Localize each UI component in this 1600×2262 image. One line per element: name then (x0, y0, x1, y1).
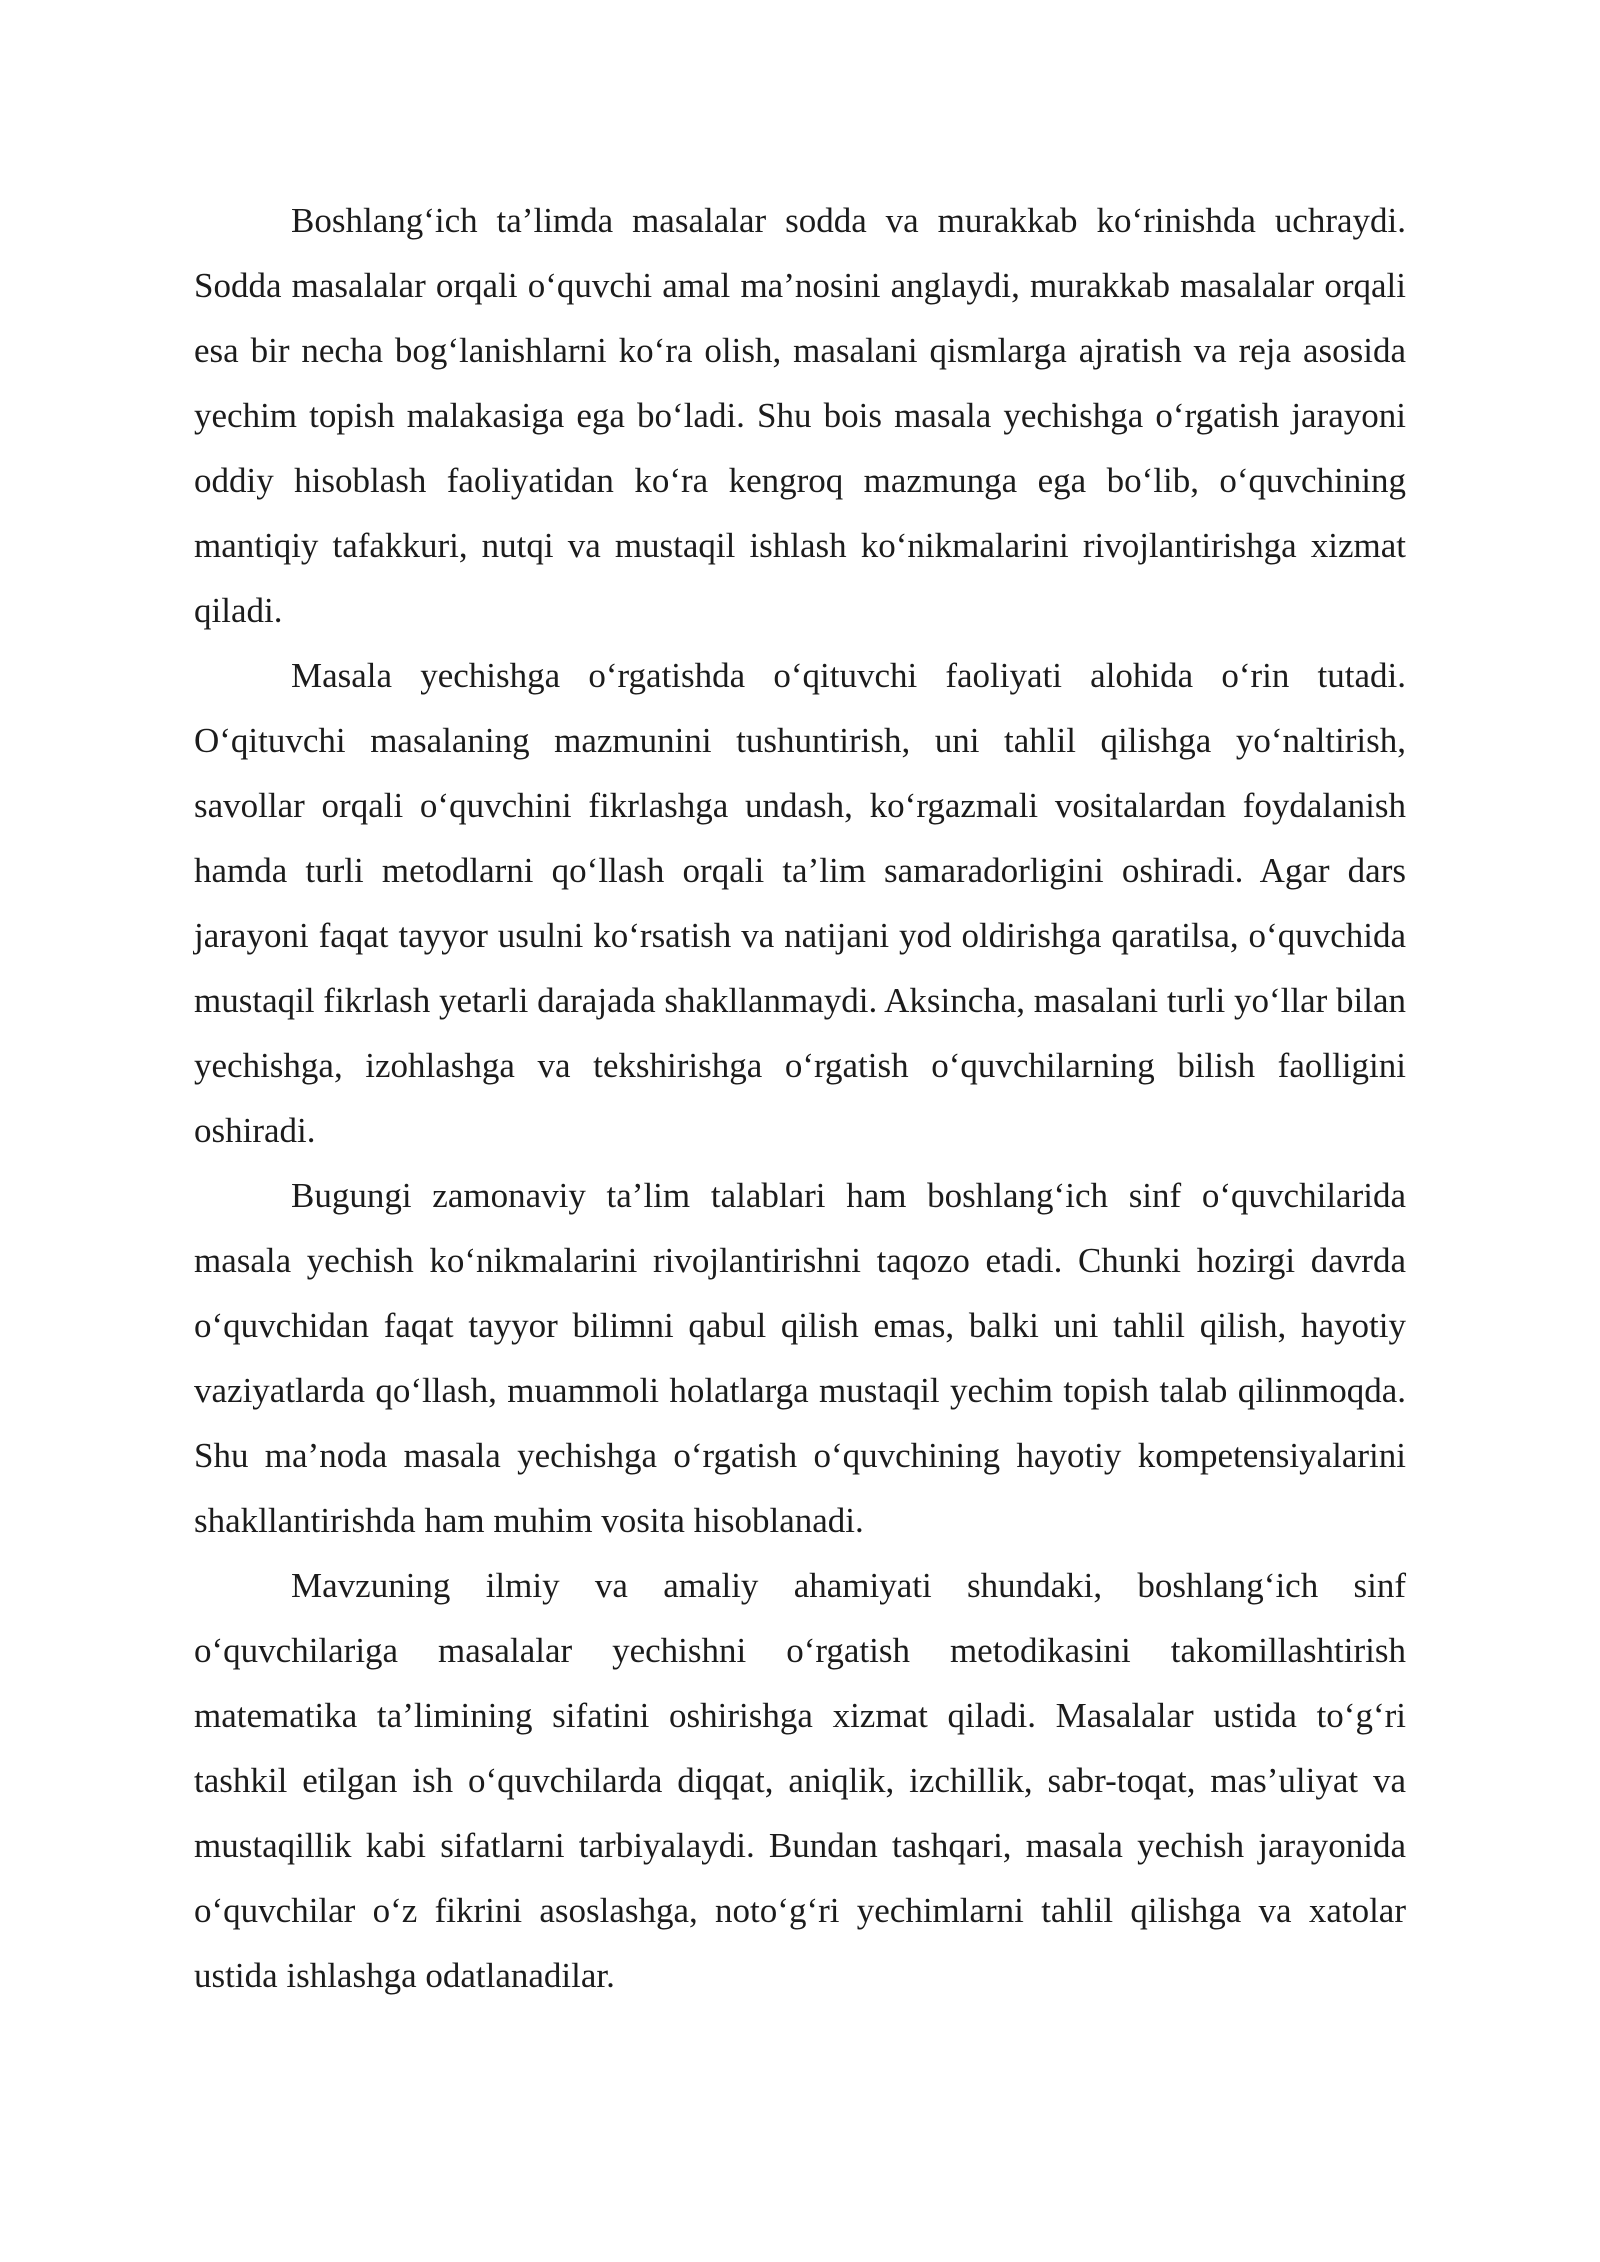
paragraph-4: Mavzuning ilmiy va amaliy ahamiyati shundaki, boshlang‘ich sinf o‘quvchilariga masalalar yechishni o‘rgatish metodikasini takomillashtirish matematika ta’limining sifatini oshirishga xizmat qiladi. Masalalar ustida to‘g‘ri tashkil etilgan ish o‘quvchilarda diqqat, aniqlik, izchillik, sabr-toqat, mas’uliyat va mustaqillik kabi sifatlarni tarbiyalaydi. Bundan tashqari, masala yechish jarayonida o‘quvchilar o‘z fikrini asoslashga, noto‘g‘ri yechimlarni tahlil qilishga va xatolar ustida ishlashga odatlanadilar. (194, 1566, 1406, 1995)
paragraph-1: Boshlang‘ich ta’limda masalalar sodda va murakkab ko‘rinishda uchraydi. Sodda masalalar orqali o‘quvchi amal ma’nosini anglaydi, murakkab masalalar orqali esa bir necha bog‘lanishlarni ko‘ra olish, masalani qismlarga ajratish va reja asosida yechim topish malakasiga ega bo‘ladi. Shu bois masala yechishga o‘rgatish jarayoni oddiy hisoblash faoliyatidan ko‘ra kengroq mazmunga ega bo‘lib, o‘quvchining mantiqiy tafakkuri, nutqi va mustaqil ishlash ko‘nikmalarini rivojlantirishga xizmat qiladi. (194, 201, 1406, 630)
body-text (194, 188, 1406, 2008)
paragraph-2: Masala yechishga o‘rgatishda o‘qituvchi faoliyati alohida o‘rin tutadi. O‘qituvchi masalaning mazmunini tushuntirish, uni tahlil qilishga yo‘naltirish, savollar orqali o‘quvchini fikrlashga undash, ko‘rgazmali vositalardan foydalanish hamda turli metodlarni qo‘llash orqali ta’lim samaradorligini oshiradi. Agar dars jarayoni faqat tayyor usulni ko‘rsatish va natijani yod oldirishga qaratilsa, o‘quvchida mustaqil fikrlash yetarli darajada shakllanmaydi. Aksincha, masalani turli yo‘llar bilan yechishga, izohlashga va tekshirishga o‘rgatish o‘quvchilarning bilish faolligini oshiradi. (194, 656, 1407, 1150)
paragraph-3: Bugungi zamonaviy ta’lim talablari ham boshlang‘ich sinf o‘quvchilarida masala yechish ko‘nikmalarini rivojlantirishni taqozo etadi. Chunki hozirgi davrda o‘quvchidan faqat tayyor bilimni qabul qilish emas, balki uni tahlil qilish, hayotiy vaziyatlarda qo‘llash, muammoli holatlarga mustaqil yechim topish talab qilinmoqda. Shu ma’noda masala yechishga o‘rgatish o‘quvchining hayotiy kompetensiyalarini shakllantirishda ham muhim vosita hisoblanadi. (194, 1176, 1406, 1540)
